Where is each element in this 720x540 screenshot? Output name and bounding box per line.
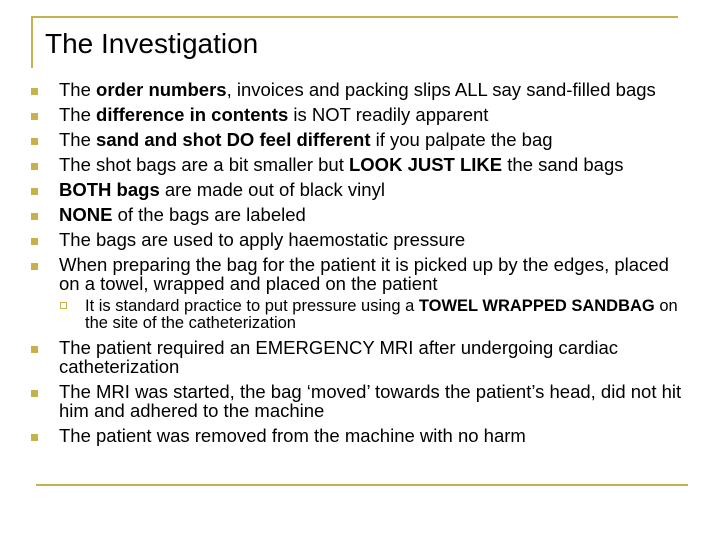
square-bullet-icon xyxy=(31,434,38,441)
text-span: if you palpate the bag xyxy=(370,129,553,150)
list-item xyxy=(0,205,720,224)
frame-bottom-line xyxy=(36,484,688,486)
list-item xyxy=(0,155,720,174)
list-item xyxy=(0,255,720,293)
square-bullet-icon xyxy=(31,213,38,220)
square-bullet-icon xyxy=(31,263,38,270)
square-bullet-icon xyxy=(31,138,38,145)
list-item xyxy=(0,130,720,149)
list-item xyxy=(0,338,720,376)
text-span: The xyxy=(59,129,97,150)
text-span: When preparing the bag for the patient it is picked up by the edges, placed on a towel, wrapped and placed on the patient xyxy=(59,254,669,294)
text-span: The bags are used to apply haemostatic pressure xyxy=(59,229,466,250)
hollow-square-bullet-icon xyxy=(60,302,67,309)
square-bullet-icon xyxy=(31,163,38,170)
list-item xyxy=(0,230,720,249)
text-span: The MRI was started, the bag ‘moved’ towards the patient’s head, did not hit him and adhered to the machine xyxy=(59,381,682,421)
bold-text: NONE xyxy=(59,204,113,225)
square-bullet-icon xyxy=(31,238,38,245)
text-span: The xyxy=(59,79,97,100)
square-bullet-icon xyxy=(31,390,38,397)
square-bullet-icon xyxy=(31,346,38,353)
list-item xyxy=(0,382,720,420)
text-span: It is standard practice to put pressure using a xyxy=(85,297,419,315)
text-span: The patient required an EMERGENCY MRI after undergoing cardiac catheterization xyxy=(59,337,619,377)
frame-left-line xyxy=(31,16,33,68)
sub-list-item xyxy=(0,298,720,332)
text-span: is NOT readily apparent xyxy=(288,104,489,125)
text-span: of the bags are labeled xyxy=(112,204,306,225)
bullet-list xyxy=(0,80,720,451)
square-bullet-icon xyxy=(31,188,38,195)
text-span: are made out of black vinyl xyxy=(159,179,385,200)
frame-top-line xyxy=(31,16,678,18)
bold-text: TOWEL WRAPPED SANDBAG xyxy=(418,297,655,315)
text-span: the sand bags xyxy=(502,154,624,175)
slide-title: The Investigation xyxy=(45,28,259,59)
square-bullet-icon xyxy=(31,88,38,95)
text-span: , invoices and packing slips ALL say sand-filled bags xyxy=(226,79,656,100)
list-item xyxy=(0,426,720,445)
text-span: The xyxy=(59,104,97,125)
bold-text: order numbers xyxy=(96,79,227,100)
bold-text: LOOK JUST LIKE xyxy=(348,154,503,175)
bold-text: sand and shot DO feel different xyxy=(96,129,371,150)
list-item xyxy=(0,80,720,99)
text-span: The patient was removed from the machine with no harm xyxy=(59,425,526,446)
square-bullet-icon xyxy=(31,113,38,120)
text-span: The shot bags are a bit smaller but xyxy=(59,154,349,175)
list-item xyxy=(0,180,720,199)
text-span: on the site of the catheterization xyxy=(85,297,678,332)
list-item xyxy=(0,105,720,124)
bold-text: difference in contents xyxy=(96,104,289,125)
bold-text: BOTH bags xyxy=(59,179,160,200)
